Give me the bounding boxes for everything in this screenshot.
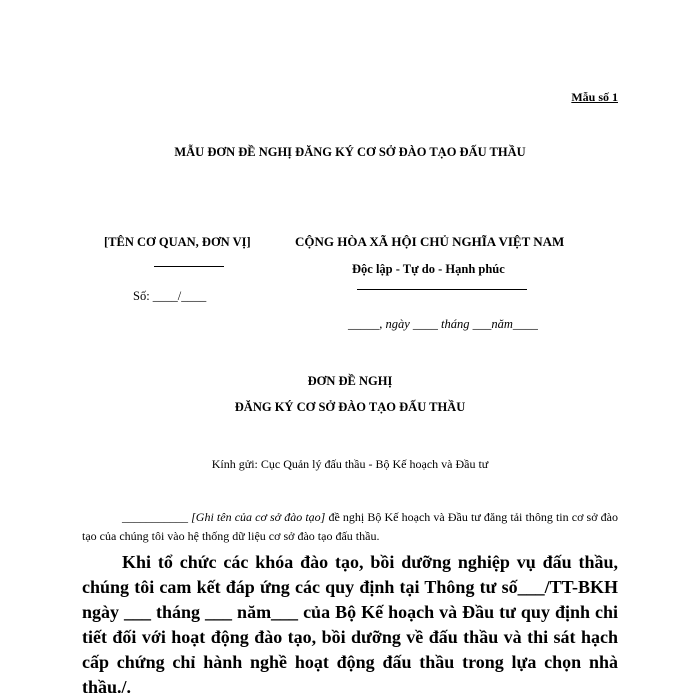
document-heading-line1: ĐƠN ĐỀ NGHỊ: [307, 374, 393, 388]
institution-blank: ___________: [122, 510, 188, 524]
document-heading-line2: ĐĂNG KÝ CƠ SỞ ĐÀO TẠO ĐẤU THẦU: [234, 400, 466, 414]
organization-underline: [154, 266, 224, 267]
recipient-line: Kính gửi: Cục Quản lý đấu thầu - Bộ Kế hoạch và Đầu tư: [211, 457, 489, 471]
document-number: Số: ____/____: [133, 289, 207, 303]
national-title: CỘNG HÒA XÃ HỘI CHỦ NGHĨA VIỆT NAM: [295, 234, 565, 249]
organization-name: [TÊN CƠ QUAN, ĐƠN VỊ]: [104, 235, 251, 249]
national-motto: Độc lập - Tự do - Hạnh phúc: [352, 262, 505, 276]
form-title: MẪU ĐƠN ĐỀ NGHỊ ĐĂNG KÝ CƠ SỞ ĐÀO TẠO ĐẤU THẦU: [174, 145, 526, 159]
request-paragraph: [82, 508, 618, 546]
form-code: Mẫu số 1: [571, 90, 618, 104]
request-text: đề nghị Bộ Kế hoạch và Đầu tư đăng tải thông tin cơ sở đào tạo của chúng tôi vào hệ thống dữ liệu cơ sở đào tạo đấu thầu.: [82, 510, 618, 543]
motto-underline: [357, 289, 527, 290]
commitment-paragraph: [82, 550, 618, 700]
commitment-text: Khi tổ chức các khóa đào tạo, bồi dưỡng nghiệp vụ đấu thầu, chúng tôi cam kết đáp ứng các quy định tại Thông tư số___/TT-BKH ngày ___ tháng ___ năm___ của Bộ Kế hoạch và Đầu tư quy định chi tiết đối với hoạt động đào tạo, bồi dưỡng về đấu thầu và thi sát hạch cấp chứng chỉ hành nghề hoạt động đấu thầu trong lựa chọn nhà thầu./.: [82, 552, 618, 697]
institution-placeholder: [Ghi tên của cơ sở đào tạo]: [191, 510, 326, 524]
date-line: _____, ngày ____ tháng ___năm____: [348, 317, 538, 331]
